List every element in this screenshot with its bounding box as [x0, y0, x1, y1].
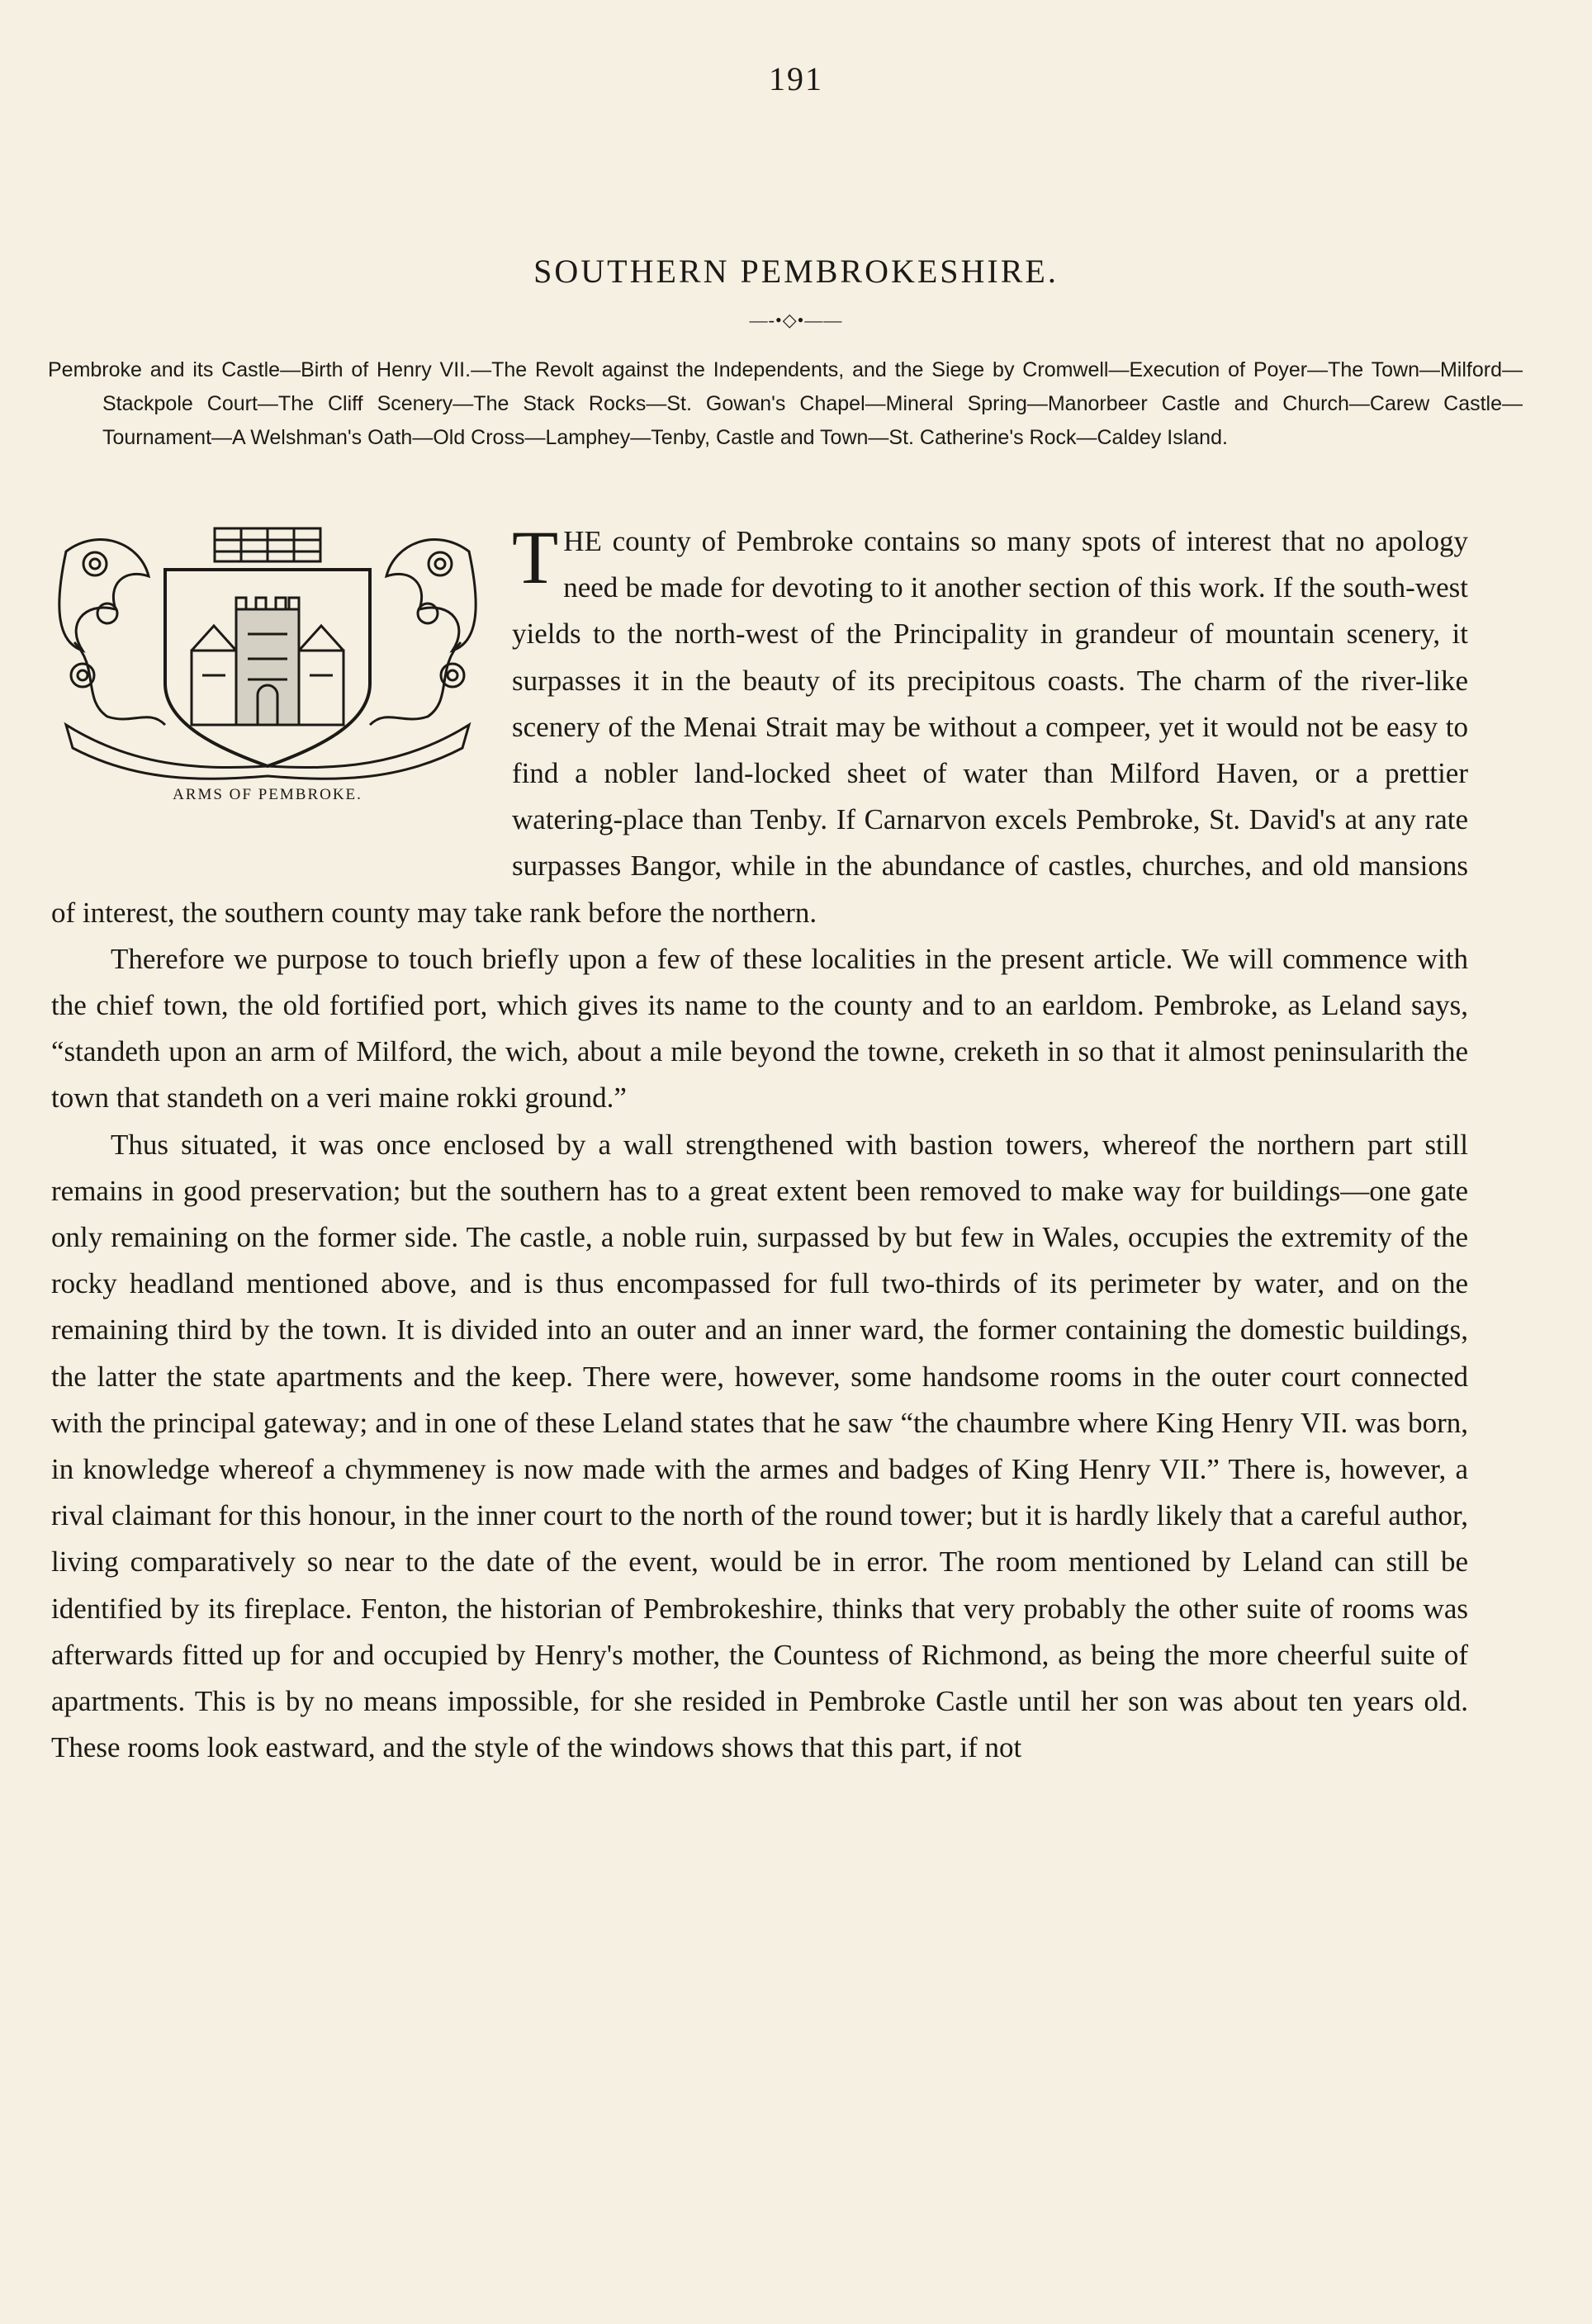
page-number: 191 [769, 60, 823, 97]
paragraph-text: HE county of Pembroke contains so many spots of interest that no apology need be made for devoting to it another section of this work. If the south-west yields to the north-west of the Principality in grandeur of mountain scenery, it surpasses it in the beauty of its precipitous coasts. The charm of the river-like scenery of the Menai Strait may be without a compeer, yet it would not be easy to find a nobler land-locked sheet of water than Milford Haven, or a prettier watering-place than Tenby. If Carnarvon excels Pembroke, St. David's at any rate surpasses Bangor, while in the abundance of castles, churches, and old mansions of interest, the southern county may take rank before the northern. [51, 525, 1468, 929]
paragraph: Therefore we purpose to touch briefly upon a few of these localities in the present article. We will commence with the chief town, the old fortified port, which gives its name to the county and to an earldom. Pembroke, as Leland says, “standeth upon an arm of Milford, the wich, about a mile beyond the towne, creketh in so that it almost peninsularith the town that standeth on a veri maine rokki ground.” [51, 942, 1468, 1115]
paragraph: Thus situated, it was once enclosed by a wall strengthened with bastion towers, whereof the northern part still remains in good preservation; but the southern has to a great extent been removed to make way for buildings—one gate only remaining on the former side. The castle, a noble ruin, surpassed by but few in Wales, occupies the extremity of the rocky headland mentioned above, and is thus encompassed for full two-thirds of its perimeter by water, and on the remaining third by the town. It is divided into an outer and an inner ward, the former containing the domestic buildings, the latter the state apartments and the keep. There were, however, some handsome rooms in the outer court connected with the principal gateway; and in one of these Leland states that he saw “the chaumbre where King Henry VII. was born, in knowledge whereof a chymmeney is now made with the armes and badges of King Henry VII.” There is, however, a rival claimant for this honour, in the inner court to the north of the round tower; but it is hardly likely that a careful author, living comparatively so near to the date of the event, would be in error. The room mentioned by Leland can still be identified by its fireplace. Fenton, the historian of Pembrokeshire, thinks that very probably the other suite of rooms was afterwards fitted up for and occupied by Henry's mother, the Countess of Richmond, as being the more cheerful suite of apartments. This is by no means impossible, for she resided in Pembroke Castle until her son was about ten years old. These rooms look eastward, and the style of the windows shows that this part, if not [51, 1128, 1468, 1764]
illustration-caption: ARMS OF PEMBROKE. [173, 786, 362, 803]
drop-cap: T [512, 515, 559, 599]
title-ornament: —-•◇•—— [749, 310, 843, 330]
page-title: SOUTHERN PEMBROKESHIRE. [533, 253, 1059, 290]
article-body [51, 515, 1468, 1771]
illustration-spacer [51, 518, 512, 850]
chapter-summary: Pembroke and its Castle—Birth of Henry VII.—The Revolt against the Independents, and the Siege by Cromwell—Execution of Poyer—The Town—Milford—Stackpole Court—The Cliff Scenery—The Stack Rocks—St. Gowan's Chapel—Mineral Spring—Manorbeer Castle and Church—Carew Castle—Tournament—A Welshman's Oath—Old Cross—Lamphey—Tenby, Castle and Town—St. Catherine's Rock—Caldey Island. [48, 358, 1523, 449]
